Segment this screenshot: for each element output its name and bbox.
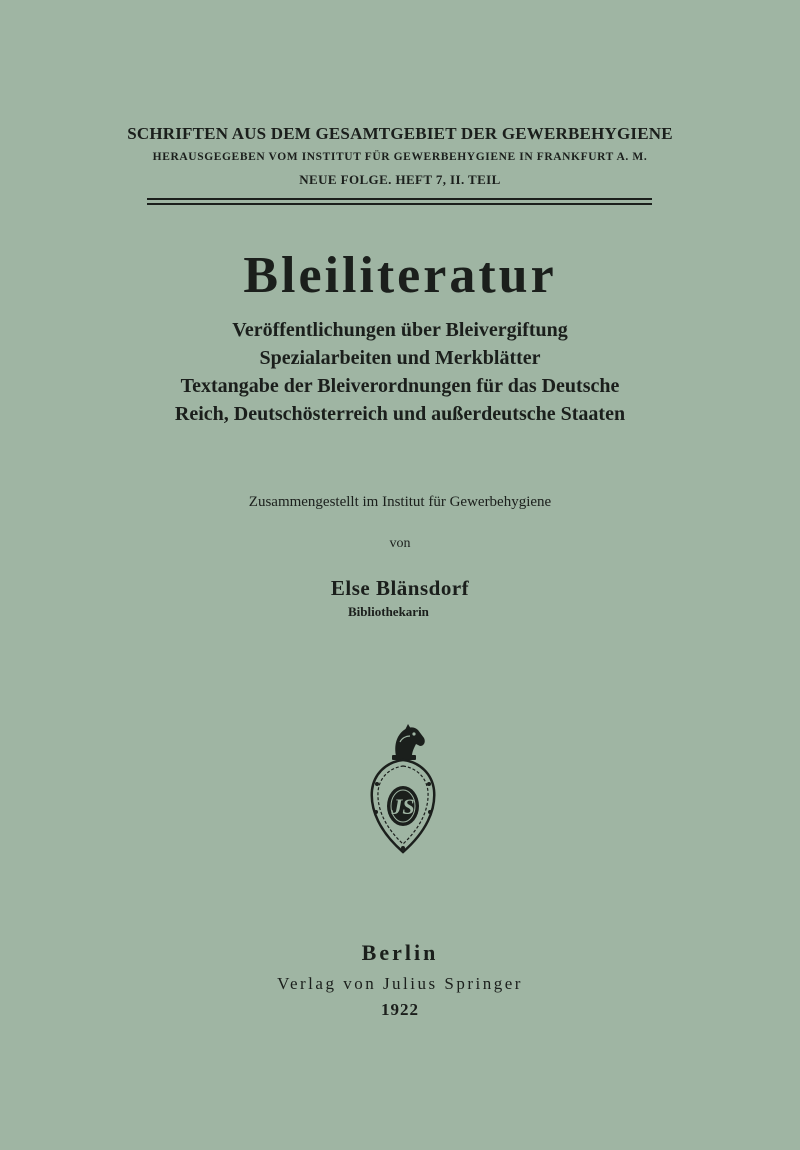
author-name: Else Blänsdorf bbox=[330, 576, 470, 600]
book-title: Bleiliteratur bbox=[243, 247, 557, 304]
by-label: von bbox=[389, 536, 411, 551]
subtitle-line: Reich, Deutschösterreich und außerdeutsche Staaten bbox=[174, 403, 626, 425]
compiled-note: Zusammengestellt im Institut für Gewerbehygiene bbox=[248, 494, 552, 510]
subtitle-line: Textangabe der Bleiverordnungen für das Deutsche bbox=[180, 375, 620, 397]
header-rule-thin bbox=[147, 203, 652, 205]
series-editor: HERAUSGEGEBEN VOM INSTITUT FÜR GEWERBEHYGIENE IN FRANKFURT A. M. bbox=[152, 151, 648, 163]
series-title: SCHRIFTEN AUS DEM GESAMTGEBIET DER GEWERBEHYGIENE bbox=[127, 124, 673, 143]
subtitle-line: Spezialarbeiten und Merkblätter bbox=[259, 347, 541, 369]
author-role: Bibliothekarin bbox=[348, 604, 429, 619]
subtitle-line: Veröffentlichungen über Bleivergiftung bbox=[232, 319, 568, 341]
series-volume: NEUE FOLGE. HEFT 7, II. TEIL bbox=[299, 172, 501, 187]
publisher-name: Verlag von Julius Springer bbox=[277, 974, 523, 993]
header-rule-thick bbox=[147, 198, 652, 200]
book-subtitle bbox=[0, 316, 800, 428]
springer-knight-emblem-icon bbox=[368, 722, 438, 857]
publication-year: 1922 bbox=[381, 1000, 419, 1019]
logo-monogram: JS bbox=[391, 794, 415, 819]
publisher-city: Berlin bbox=[361, 940, 439, 965]
